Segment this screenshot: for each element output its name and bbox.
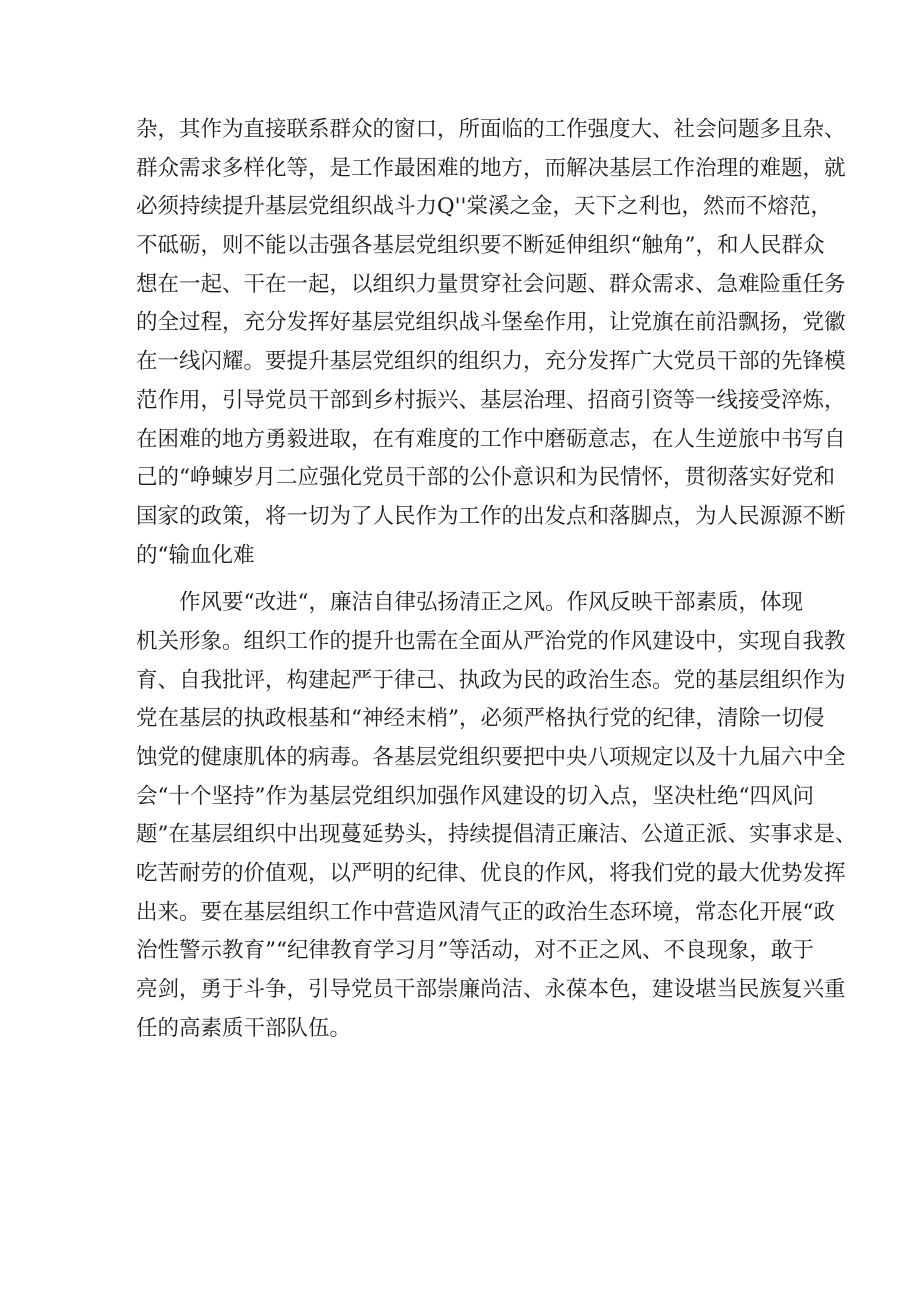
text-line: 杂，其作为直接联系群众的窗口，所面临的工作强度大、社会问题多且杂、 — [136, 117, 846, 142]
text-line: 的全过程，充分发挥好基层党组织战斗堡垒作用，让党旗在前沿飘扬，党徽 — [136, 310, 846, 336]
text-line: 在一线闪耀。要提升基层党组织的组织力，充分发挥广大党员干部的先锋模 — [136, 349, 846, 375]
text-line: 想在一起、干在一起，以组织力量贯穿社会问题、群众需求、急难险重任务 — [136, 271, 846, 297]
text-line: 题”在基层组织中出现蔓延势头，持续提倡清正廉洁、公道正派、实事求是、 — [136, 822, 857, 848]
text-line: 亮剑，勇于斗争，引导党员干部崇廉尚洁、永葆本色，建设堪当民族复兴重 — [136, 977, 846, 1003]
text-line: 不砥砺，则不能以击强各基层党组织要不断延伸组织“触角”，和人民群众 — [136, 233, 825, 259]
text-line: 在困难的地方勇毅进取，在有难度的工作中磨砺意志，在人生逆旅中书写自 — [136, 426, 846, 452]
text-line: 范作用，引导党员干部到乡村振兴、基层治理、招商引资等一线接受淬炼， — [136, 387, 846, 413]
paragraph-spacer — [136, 575, 796, 584]
text-line: 会“十个坚持”作为基层党组织加强作风建设的切入点，坚决杜绝“四风问 — [136, 783, 814, 809]
text-line: 育、自我批评，构建起严于律己、执政为民的政治生态。党的基层组织作为 — [136, 667, 846, 693]
text-line: 出来。要在基层组织工作中营造风清气正的政治生态环境，常态化开展“政 — [136, 899, 835, 925]
text-line: 己的“峥蝀岁月二应强化党员干部的公仆意识和为民情怀，贯彻落实好党和 — [136, 465, 835, 491]
text-line: 机关形象。组织工作的提升也需在全面从严治党的作风建设中，实现自我教 — [136, 628, 846, 654]
text-line: 作风要“改进“，廉洁自律弘扬清正之风。作风反映干部素质，体现 — [179, 590, 803, 616]
text-line: 治性警示教育”“纪律教育学习月”等活动，对不正之风、不良现象，敢于 — [136, 938, 814, 964]
text-line: 国家的政策，将一切为了人民作为工作的出发点和落脚点，为人民源源不断 — [136, 503, 846, 529]
text-line: 蚀党的健康肌体的病毒。各基层党组织要把中央八项规定以及十九届六中全 — [136, 745, 846, 770]
text-line: 吃苦耐劳的价值观，以严明的纪律、优良的作风，将我们党的最大优势发挥 — [136, 861, 846, 887]
text-line: 党在基层的执政根基和“神经末梢”，必须严格执行党的纪律，清除一切侵 — [136, 706, 825, 732]
text-line: 的“输血化难 — [136, 542, 255, 568]
text-line: 任的高素质干部队伍。 — [136, 1015, 352, 1041]
paragraph-1 — [136, 111, 846, 575]
paragraph-2 — [136, 584, 857, 1048]
text-line: 必须持续提升基层党组织战斗力Q''棠溪之金，天下之利也，然而不熔范， — [136, 194, 832, 220]
document-page — [136, 111, 857, 1049]
text-line: 群众需求多样化等，是工作最困难的地方，而解决基层工作治理的难题，就 — [136, 155, 846, 181]
